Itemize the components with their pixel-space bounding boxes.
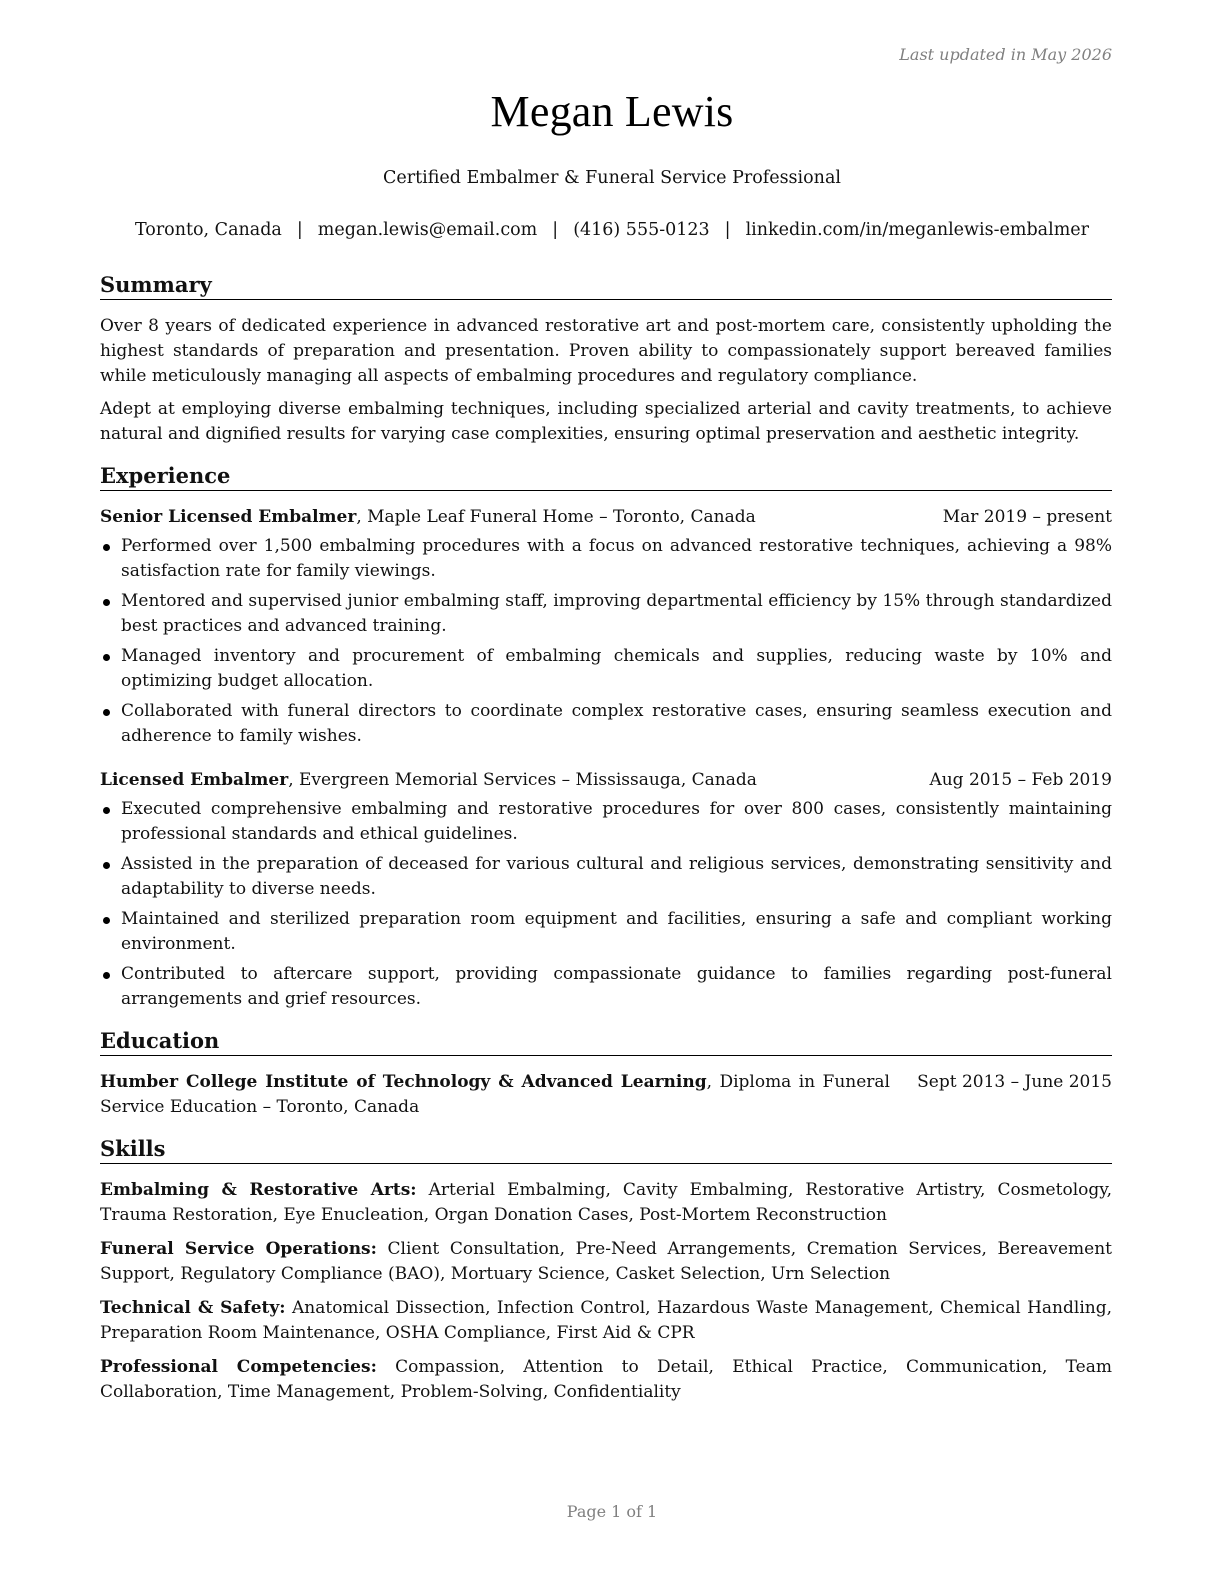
bullet-icon xyxy=(103,654,110,661)
job-org: , Evergreen Memorial Services – Mississauga, Canada xyxy=(288,770,757,790)
skill-group-label: Technical & Safety: xyxy=(100,1298,286,1318)
job-bullet xyxy=(100,699,1112,749)
job-header xyxy=(100,505,1112,530)
job-bullet-text: Maintained and sterilized preparation room equipment and facilities, ensuring a safe and compliant working environment. xyxy=(121,909,1112,954)
job-bullet xyxy=(100,962,1112,1012)
summary-paragraph: Over 8 years of dedicated experience in advanced restorative art and post-mortem care, consistently upholding the highest standards of preparation and presentation. Proven ability to compassionately support bereaved families while meticulously managing all aspects of embalming procedures and regulatory compliance. xyxy=(100,316,1112,386)
job-bullet-text: Performed over 1,500 embalming procedures with a focus on advanced restorative techniques, achieving a 98% satisfaction rate for family viewings. xyxy=(121,536,1112,581)
job-bullet-text: Executed comprehensive embalming and restorative procedures for over 800 cases, consistently maintaining professional standards and ethical guidelines. xyxy=(121,799,1112,844)
bullet-icon xyxy=(103,709,110,716)
skill-group xyxy=(100,1237,1112,1287)
contact-phone[interactable]: (416) 555-0123 xyxy=(573,220,710,240)
job-bullet-text: Collaborated with funeral directors to coordinate complex restorative cases, ensuring seamless execution and adherence to family wishes. xyxy=(121,701,1112,746)
job-bullet xyxy=(100,852,1112,902)
bullet-icon xyxy=(103,917,110,924)
skill-group-items: Anatomical Dissection, Infection Control, Hazardous Waste Management, Chemical Handling, Preparation Room Maintenance, OSHA Compliance, First Aid & CPR xyxy=(100,1298,1112,1343)
job-bullet-text: Assisted in the preparation of deceased for various cultural and religious services, demonstrating sensitivity and adaptability to diverse needs. xyxy=(121,854,1112,899)
contact-separator: | xyxy=(296,220,303,240)
contact-line xyxy=(0,220,1224,240)
job-bullet-text: Contributed to aftercare support, providing compassionate guidance to families regarding post-funeral arrangements and grief resources. xyxy=(121,964,1112,1009)
candidate-title: Certified Embalmer & Funeral Service Professional xyxy=(383,168,841,188)
experience-section xyxy=(100,463,1112,1012)
education-school: Humber College Institute of Technology & Advanced Learning xyxy=(100,1072,707,1092)
job-bullets xyxy=(100,797,1112,1012)
section-heading-education: Education xyxy=(100,1028,1112,1056)
job-org: , Maple Leaf Funeral Home – Toronto, Canada xyxy=(356,507,756,527)
skill-group xyxy=(100,1355,1112,1405)
candidate-name: Megan Lewis xyxy=(490,87,734,136)
skill-group-items: Compassion, Attention to Detail, Ethical Practice, Communication, Team Collaboration, Time Management, Problem-Solving, Confidentiality xyxy=(100,1357,1112,1402)
job-header xyxy=(100,768,1112,793)
bullet-icon xyxy=(103,599,110,606)
skill-group xyxy=(100,1178,1112,1228)
job-entry xyxy=(100,505,1112,749)
contact-location: Toronto, Canada xyxy=(134,220,282,240)
bullet-icon xyxy=(103,862,110,869)
page-number: Page 1 of 1 xyxy=(566,1502,658,1521)
education-dates: Sept 2013 – June 2015 xyxy=(917,1072,1112,1092)
contact-separator: | xyxy=(552,220,559,240)
education-entry xyxy=(100,1070,1112,1120)
education-section xyxy=(100,1028,1112,1120)
skill-group-label: Funeral Service Operations: xyxy=(100,1239,377,1259)
job-bullet xyxy=(100,644,1112,694)
job-role-org xyxy=(100,505,756,530)
section-heading-skills: Skills xyxy=(100,1136,1112,1164)
skill-group-items: Client Consultation, Pre-Need Arrangements, Cremation Services, Bereavement Support, Regulatory Compliance (BAO), Mortuary Science, Casket Selection, Urn Selection xyxy=(100,1239,1112,1284)
skill-group xyxy=(100,1296,1112,1346)
education-degree xyxy=(100,1070,890,1120)
skills-section xyxy=(100,1136,1112,1405)
job-dates: Mar 2019 – present xyxy=(942,507,1112,527)
last-updated-note: Last updated in May 2026 xyxy=(899,45,1112,64)
job-bullet-text: Managed inventory and procurement of embalming chemicals and supplies, reducing waste by 10% and optimizing budget allocation. xyxy=(121,646,1112,691)
bullet-icon xyxy=(103,972,110,979)
contact-email-link[interactable]: megan.lewis@email.com xyxy=(317,220,538,240)
job-bullets xyxy=(100,534,1112,749)
skill-group-label: Professional Competencies: xyxy=(100,1357,377,1377)
bullet-icon xyxy=(103,807,110,814)
contact-separator: | xyxy=(724,220,731,240)
summary-paragraph: Adept at employing diverse embalming techniques, including specialized arterial and cavity treatments, to achieve natural and dignified results for varying case complexities, ensuring optimal preservation and aesthetic integrity. xyxy=(100,399,1112,444)
contact-linkedin-link[interactable]: linkedin.com/in/meganlewis-embalmer xyxy=(745,220,1090,240)
job-bullet xyxy=(100,534,1112,584)
job-bullet xyxy=(100,797,1112,847)
skill-group-label: Embalming & Restorative Arts: xyxy=(100,1180,417,1200)
job-bullet xyxy=(100,907,1112,957)
job-role: Licensed Embalmer xyxy=(100,770,289,790)
job-bullet-text: Mentored and supervised junior embalming staff, improving departmental efficiency by 15% through standardized best practices and advanced training. xyxy=(121,591,1112,636)
skill-group-items: Arterial Embalming, Cavity Embalming, Restorative Artistry, Cosmetology, Trauma Restoration, Eye Enucleation, Organ Donation Cases, Post-Mortem Reconstruction xyxy=(100,1180,1112,1225)
job-role: Senior Licensed Embalmer xyxy=(100,507,357,527)
section-heading-experience: Experience xyxy=(100,463,1112,491)
job-role-org xyxy=(100,768,757,793)
section-heading-summary: Summary xyxy=(100,272,1112,300)
education-detail: , Diploma in Funeral Service Education – Toronto, Canada xyxy=(100,1072,890,1117)
resume-body xyxy=(100,272,1112,1405)
bullet-icon xyxy=(103,544,110,551)
job-bullet xyxy=(100,589,1112,639)
job-entry xyxy=(100,768,1112,1012)
summary-section xyxy=(100,272,1112,447)
job-dates: Aug 2015 – Feb 2019 xyxy=(929,770,1112,790)
